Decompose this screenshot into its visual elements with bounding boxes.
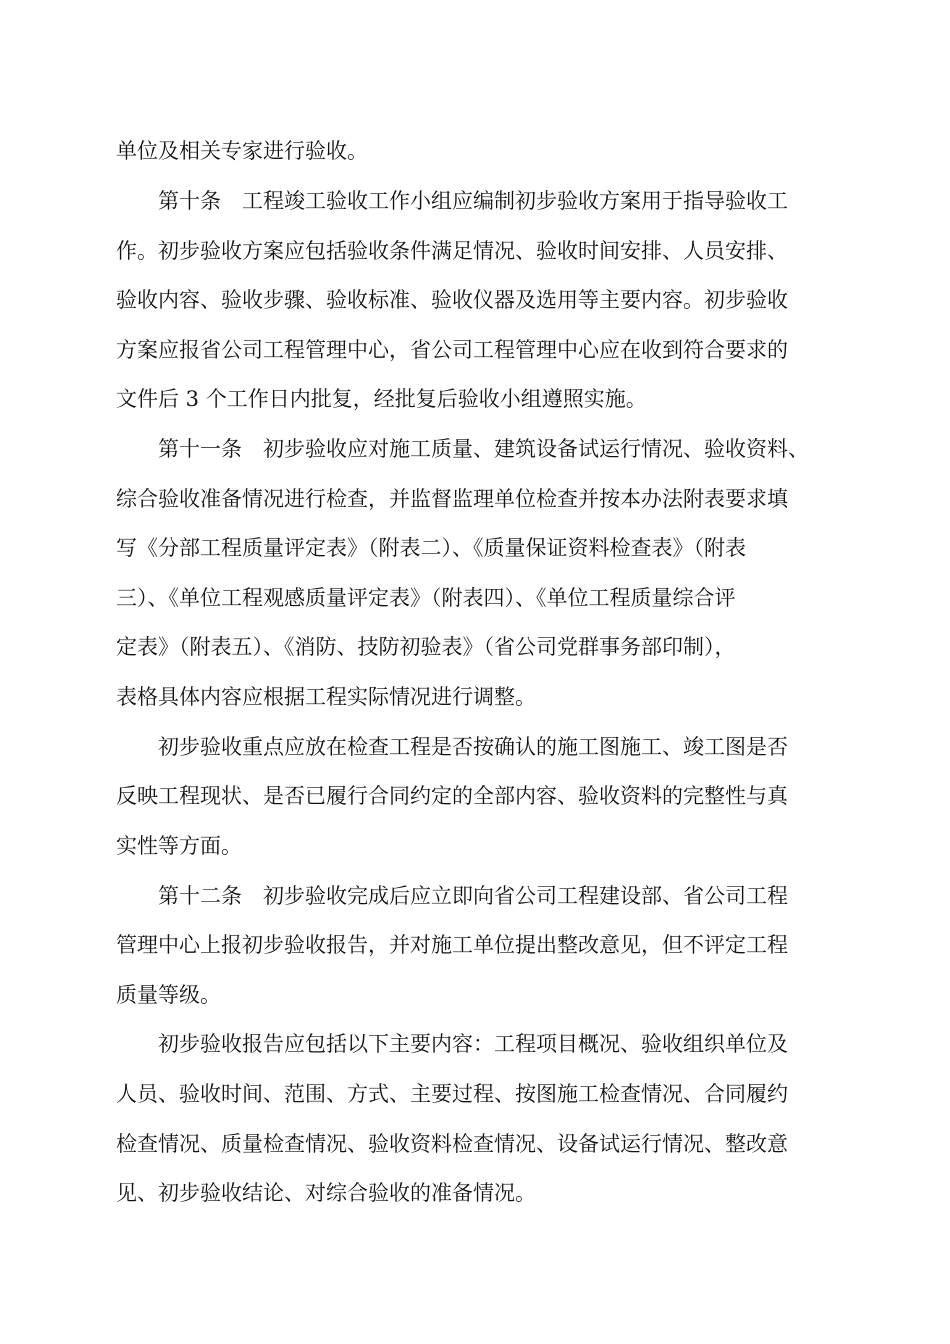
paragraph-line: 质量等级。 <box>116 983 221 1007</box>
article-12-heading-line: 第十二条 初步验收完成后应立即向省公司工程建设部、省公司工程 <box>158 884 788 908</box>
paragraph-line: 反映工程现状、是否已履行合同约定的全部内容、验收资料的完整性与真 <box>116 784 788 808</box>
paragraph-line: 作。初步验收方案应包括验收条件满足情况、验收时间安排、人员安排、 <box>116 239 788 263</box>
paragraph-line: 人员、验收时间、范围、方式、主要过程、按图施工检查情况、合同履约 <box>116 1082 788 1106</box>
paragraph-first-line: 初步验收报告应包括以下主要内容：工程项目概况、验收组织单位及 <box>158 1032 788 1056</box>
paragraph-first-line: 初步验收重点应放在检查工程是否按确认的施工图施工、竣工图是否 <box>158 735 788 759</box>
paragraph-line: 方案应报省公司工程管理中心，省公司工程管理中心应在收到符合要求的 <box>116 338 788 362</box>
paragraph-line: 实性等方面。 <box>116 834 242 858</box>
paragraph-line: 综合验收准备情况进行检查，并监督监理单位检查并按本办法附表要求填 <box>116 487 788 511</box>
paragraph-line: 见、初步验收结论、对综合验收的准备情况。 <box>116 1181 536 1205</box>
paragraph-line: 三）、《单位工程观感质量评定表》（附表四）、《单位工程质量综合评 <box>116 586 736 610</box>
paragraph-line: 管理中心上报初步验收报告，并对施工单位提出整改意见，但不评定工程 <box>116 933 788 957</box>
paragraph-line: 定表》（附表五）、《消防、技防初验表》（省公司党群事务部印制）， <box>116 635 736 659</box>
article-11-heading-line: 第十一条 初步验收应对施工质量、建筑设备试运行情况、验收资料、 <box>158 437 809 461</box>
paragraph-line: 文件后 3 个工作日内批复，经批复后验收小组遵照实施。 <box>116 387 647 411</box>
paragraph-line: 检查情况、质量检查情况、验收资料检查情况、设备试运行情况、整改意 <box>116 1132 788 1156</box>
article-10-heading-line: 第十条 工程竣工验收工作小组应编制初步验收方案用于指导验收工 <box>158 189 788 213</box>
paragraph-line: 单位及相关专家进行验收。 <box>116 139 368 163</box>
paragraph-line: 表格具体内容应根据工程实际情况进行调整。 <box>116 685 536 709</box>
paragraph-line: 写《分部工程质量评定表》（附表二）、《质量保证资料检查表》（附表 <box>116 536 746 560</box>
paragraph-line: 验收内容、验收步骤、验收标准、验收仪器及选用等主要内容。初步验收 <box>116 288 788 312</box>
